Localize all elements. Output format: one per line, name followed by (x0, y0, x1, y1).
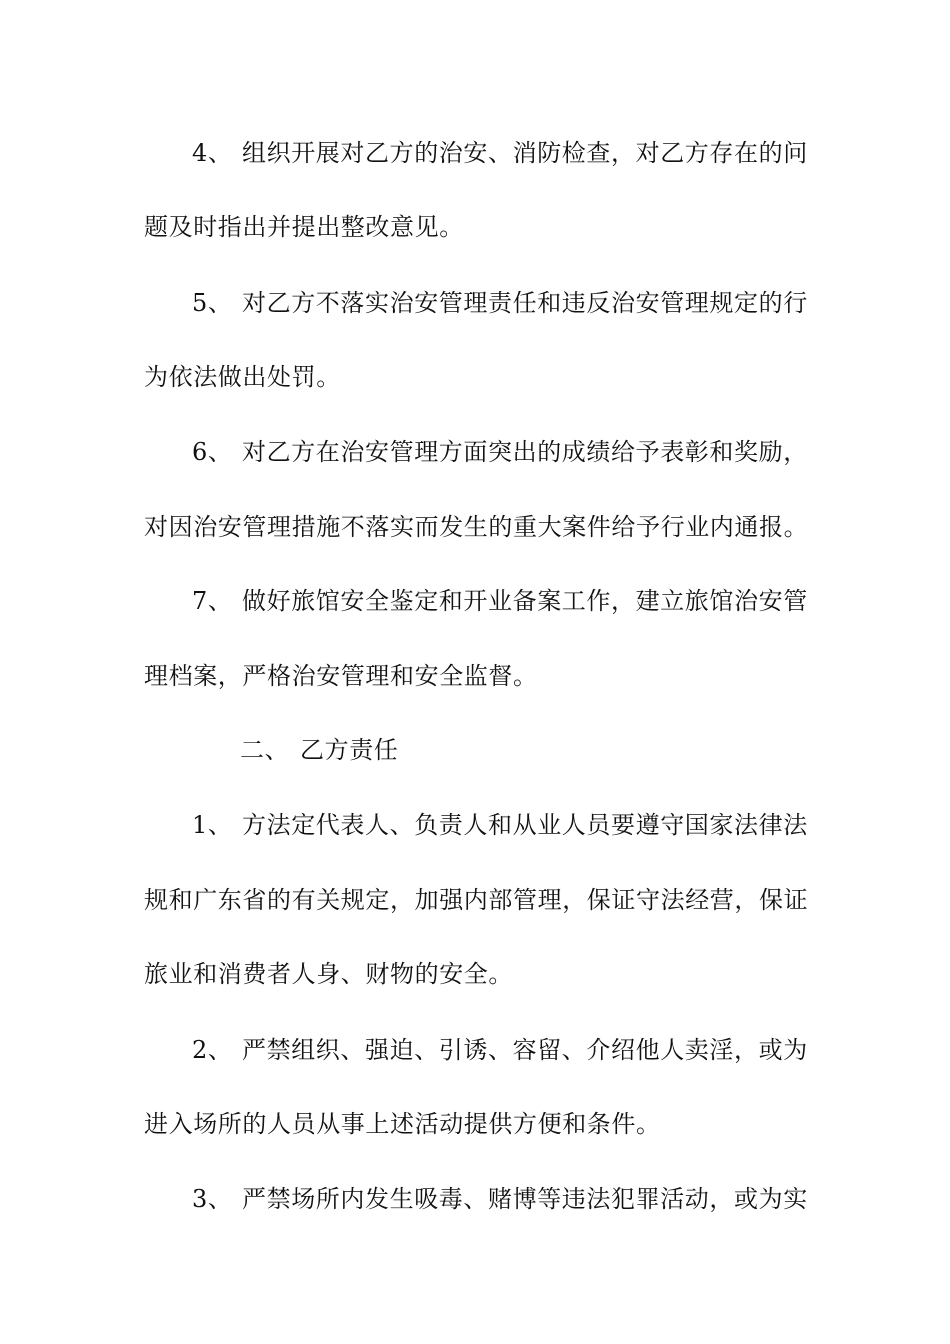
paragraph-line (144, 660, 824, 692)
paragraph-line (144, 211, 824, 243)
paragraph-line (144, 511, 824, 543)
line-text: 对因治安管理措施不落实而发生的重大案件给予行业内通报。 (144, 513, 809, 541)
paragraph-line (192, 1034, 872, 1066)
line-text: 为依法做出处罚。 (144, 363, 341, 391)
paragraph-line (144, 958, 824, 990)
item-number: 4、 (192, 139, 233, 167)
item-number: 5、 (192, 289, 233, 317)
line-text: 方法定代表人、负责人和从业人员要遵守国家法律法 (242, 811, 808, 839)
paragraph-line (144, 1108, 824, 1140)
paragraph-line (192, 809, 872, 841)
line-text: 对乙方不落实治安管理责任和违反治安管理规定的行 (242, 289, 808, 317)
paragraph-line (192, 287, 872, 319)
line-text: 做好旅馆安全鉴定和开业备案工作，建立旅馆治安管 (242, 587, 808, 615)
section-title: 乙方责任 (300, 736, 399, 764)
paragraph-line (192, 585, 872, 617)
item-number: 7、 (192, 587, 233, 615)
line-text: 严禁场所内发生吸毒、赌博等违法犯罪活动，或为实 (242, 1185, 808, 1213)
line-text: 理档案，严格治安管理和安全监督。 (144, 662, 538, 690)
item-number: 6、 (192, 438, 233, 466)
paragraph-line (144, 361, 824, 393)
paragraph-line (144, 884, 824, 916)
line-text: 旅业和消费者人身、财物的安全。 (144, 960, 513, 988)
line-text: 对乙方在治安管理方面突出的成绩给予表彰和奖励， (242, 438, 808, 466)
item-number: 2、 (192, 1036, 233, 1064)
paragraph-line (192, 1183, 872, 1215)
section-heading (240, 734, 920, 766)
line-text: 规和广东省的有关规定，加强内部管理，保证守法经营，保证 (144, 886, 809, 914)
section-number: 二、 (240, 736, 290, 764)
line-text: 进入场所的人员从事上述活动提供方便和条件。 (144, 1110, 661, 1138)
paragraph-line (192, 137, 872, 169)
item-number: 1、 (192, 811, 233, 839)
line-text: 题及时指出并提出整改意见。 (144, 213, 464, 241)
item-number: 3、 (192, 1185, 233, 1213)
line-text: 组织开展对乙方的治安、消防检查，对乙方存在的问 (242, 139, 808, 167)
line-text: 严禁组织、强迫、引诱、容留、介绍他人卖淫，或为 (242, 1036, 808, 1064)
paragraph-line (192, 436, 872, 468)
